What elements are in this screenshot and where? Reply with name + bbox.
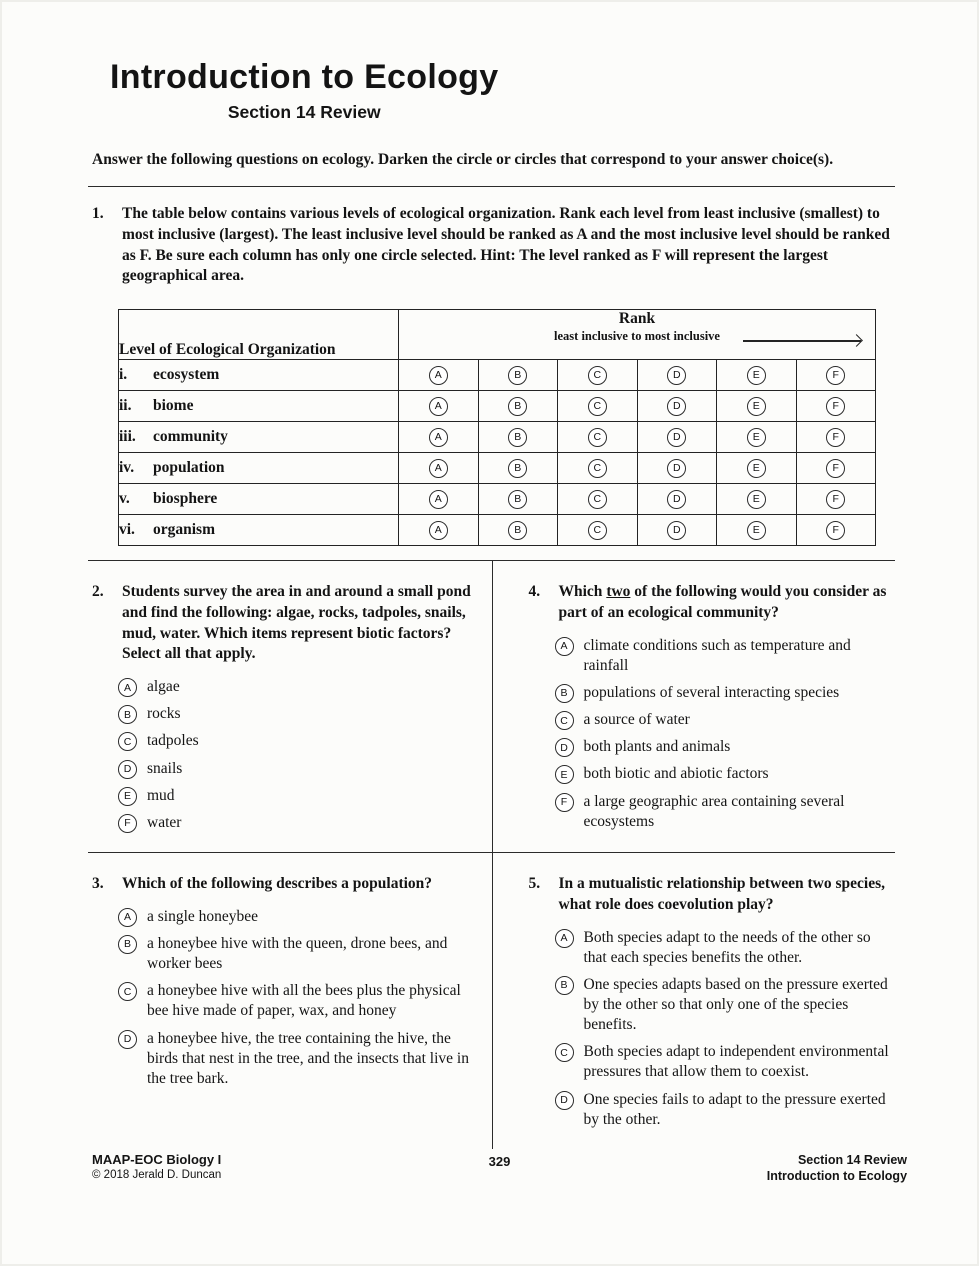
question-number: 1. [92,205,104,223]
rank-column-header [399,310,876,360]
rank-bubble[interactable]: C [588,521,607,540]
question-4-choices [555,636,892,832]
rank-bubble[interactable]: B [508,521,527,540]
question-text-suffix: of the following would you consider as part of an ecological community? [558,583,887,621]
choice-text: snails [147,759,183,777]
table-row-community [119,422,876,453]
level-column-header: Level of Ecological Organization [119,310,399,360]
choice-text: a single honeybee [147,907,259,925]
question-text: Students survey the area in and around a small pond and find the following: algae, rocks, tadpoles, snails, mud, water. Which items represent biotic factors? Select all that apply. [122,583,471,663]
choice-bubble[interactable]: C [555,711,574,730]
rank-bubble[interactable]: A [429,459,448,478]
row-numeral: i. [119,366,128,384]
choice-f[interactable] [555,792,892,832]
choice-text: a large geographic area containing several ecosystems [583,792,845,830]
choice-text: algae [147,678,180,696]
choice-text: One species fails to adapt to the pressure exerted by the other. [583,1090,886,1128]
choice-b[interactable] [555,683,892,703]
question-text [559,582,892,624]
title-block [110,0,498,123]
rank-bubble[interactable]: E [747,428,766,447]
question-number: 5. [528,875,541,893]
rank-bubble[interactable]: E [747,459,766,478]
rank-bubble[interactable]: D [667,366,686,385]
rank-bubble[interactable]: A [429,397,448,416]
choice-d[interactable] [555,1090,892,1130]
choice-text: Both species adapt to the needs of the other so that each species benefits the other. [583,928,871,966]
section-divider-top [88,186,895,187]
right-arrow-icon [743,340,861,341]
rank-bubble[interactable]: B [508,459,527,478]
rank-bubble[interactable]: C [588,490,607,509]
choice-text: tadpoles [147,732,199,750]
rank-bubble[interactable]: E [747,521,766,540]
choice-bubble[interactable]: A [555,637,574,656]
choice-b[interactable] [118,934,482,974]
question-text: Which of the following describes a population? [122,875,433,893]
choice-f[interactable] [118,813,482,833]
rank-bubble[interactable]: D [667,459,686,478]
table-row-organism [119,515,876,546]
question-2 [88,561,492,852]
level-label [119,422,399,453]
question-3-choices [118,907,482,1089]
table-row-biosphere [119,484,876,515]
choice-bubble[interactable]: B [555,684,574,703]
row-numeral: iii. [119,428,136,446]
question-2-head [88,582,482,665]
choice-text: a honeybee hive with the queen, drone bees, and worker bees [147,934,448,973]
footer-chapter-label: Introduction to Ecology [766,1169,908,1184]
rank-table [118,309,876,546]
level-label [119,391,399,422]
level-label [119,453,399,484]
table-row-ecosystem [119,360,876,391]
choice-text: rocks [147,705,181,723]
choice-text: a honeybee hive, the tree containing the hive, the birds that nest in the tree, and the insects that live in the tree bark. [147,1029,469,1087]
rank-bubble[interactable]: B [508,397,527,416]
choice-b[interactable] [118,704,482,724]
rank-bubble[interactable]: C [588,397,607,416]
choice-text: mud [147,786,175,804]
choice-bubble[interactable]: A [118,678,137,697]
rank-bubble[interactable]: A [429,366,448,385]
choice-bubble[interactable]: D [555,738,574,757]
rank-bubble[interactable]: B [508,428,527,447]
choice-bubble[interactable]: A [555,929,574,948]
row-numeral: iv. [119,459,135,477]
footer-right [510,1152,907,1185]
rank-bubble[interactable]: D [667,397,686,416]
question-text: The table below contains various levels of ecological organization. Rank each level from least inclusive (smallest) to most inclusive (largest). The least inclusive level should be ranked as A and the most inclusive level should be ranked as F. Be sure each column has only one circle selected. Hint: The level ranked as F will represent the largest geographical area. [122,205,890,285]
question-5-head [525,874,892,916]
rank-bubble[interactable]: D [667,428,686,447]
rank-bubble[interactable]: C [588,366,607,385]
rank-bubble[interactable]: A [429,521,448,540]
rank-subheader-label: least inclusive to most inclusive [554,329,720,344]
rank-bubble[interactable]: A [429,490,448,509]
question-5-choices [555,928,892,1130]
level-label [119,360,399,391]
choice-d[interactable] [555,737,892,757]
questions-grid [88,560,895,1149]
question-text-underlined: two [606,583,631,601]
choice-text: water [147,813,182,831]
question-4-head [525,582,892,624]
choice-text: a honeybee hive with all the bees plus the physical bee hive made of paper, wax, and honey [147,982,461,1020]
choice-text: a source of water [583,711,690,729]
question-5 [492,852,896,1149]
question-text: In a mutualistic relationship between two species, what role does coevolution play? [558,875,886,913]
choice-bubble[interactable]: C [555,1043,574,1062]
rank-bubble[interactable]: C [588,459,607,478]
rank-bubble[interactable]: C [588,428,607,447]
row-name: ecosystem [153,366,220,384]
page-subtitle: Section 14 Review [227,102,381,122]
choice-d[interactable] [118,759,482,779]
choice-bubble[interactable]: C [118,982,137,1001]
rank-bubble[interactable]: F [826,459,845,478]
instructions-text: Answer the following questions on ecology. Darken the circle or circles that correspond to your answer choice(s). [92,151,834,168]
rank-bubble[interactable]: F [826,397,845,416]
choice-c[interactable] [555,1042,892,1082]
rank-subheader-row [399,329,875,347]
row-numeral: ii. [119,397,132,415]
choice-text: both biotic and abiotic factors [583,765,769,783]
choice-bubble[interactable]: B [118,935,137,954]
rank-bubble[interactable]: E [747,397,766,416]
question-4 [492,561,896,852]
choice-c[interactable] [118,981,482,1021]
choice-bubble[interactable]: D [118,1030,137,1049]
choice-e[interactable] [118,786,482,806]
rank-bubble[interactable]: D [667,521,686,540]
rank-bubble[interactable]: A [429,428,448,447]
level-label [119,484,399,515]
table-row-population [119,453,876,484]
choice-bubble[interactable]: A [118,908,137,927]
choice-text: both plants and animals [583,738,731,756]
choice-bubble[interactable]: D [555,1091,574,1110]
level-label [119,515,399,546]
question-number: 3. [92,875,104,893]
choice-bubble[interactable]: C [118,732,137,751]
choice-d[interactable] [118,1029,482,1089]
row-name: biome [153,397,194,415]
row-name: organism [153,521,215,539]
rank-header-label: Rank [618,310,656,328]
question-3 [88,852,492,1149]
rank-bubble[interactable]: F [826,521,845,540]
table-header-row [119,310,876,360]
rank-bubble[interactable]: B [508,490,527,509]
rank-bubble[interactable]: E [747,490,766,509]
question-1 [88,204,895,546]
row-numeral: v. [119,490,130,508]
choice-c[interactable] [118,731,482,751]
choice-a[interactable] [118,677,482,697]
question-2-choices [118,677,482,833]
footer-section-label: Section 14 Review [797,1153,908,1167]
footer-book-title: MAAP-EOC Biology I [92,1152,222,1167]
choice-bubble[interactable]: B [555,976,574,995]
rank-bubble[interactable]: E [747,366,766,385]
choice-text: populations of several interacting species [583,683,840,701]
page-title: Introduction to Ecology [110,58,499,96]
choice-a[interactable] [555,636,892,676]
choice-c[interactable] [555,710,892,730]
choice-e[interactable] [555,764,892,784]
choice-text: One species adapts based on the pressure exerted by the other so that only one of the species benefits. [583,975,888,1034]
rank-bubble[interactable]: F [826,366,845,385]
choice-bubble[interactable]: B [118,705,137,724]
row-name: population [153,459,225,477]
choice-a[interactable] [118,907,482,927]
choice-bubble[interactable]: D [118,760,137,779]
table-row-biome [119,391,876,422]
rank-bubble[interactable]: D [667,490,686,509]
row-numeral: vi. [119,521,135,539]
question-text-prefix: Which [558,583,607,601]
rank-bubble[interactable]: B [508,366,527,385]
row-name: community [153,428,228,446]
choice-bubble[interactable]: F [118,814,137,833]
footer-copyright: © 2018 Jerald D. Duncan [92,1169,222,1181]
choice-bubble[interactable]: E [118,787,137,806]
question-number: 4. [528,583,541,601]
rank-bubble[interactable]: F [826,490,845,509]
rank-bubble[interactable]: F [826,428,845,447]
page-footer [92,1152,907,1185]
choice-text: Both species adapt to independent environmental pressures that allow them to coexist. [583,1043,889,1081]
page-content [88,0,895,1149]
choice-bubble[interactable]: F [555,793,574,812]
footer-left [92,1152,489,1181]
choice-b[interactable] [555,975,892,1035]
question-number: 2. [92,583,104,601]
question-3-head [88,874,482,895]
choice-a[interactable] [555,928,892,968]
page-number: 329 [488,1154,511,1169]
question-1-head [88,204,895,287]
choice-text: climate conditions such as temperature and rainfall [583,636,851,674]
row-name: biosphere [153,490,218,508]
choice-bubble[interactable]: E [555,765,574,784]
